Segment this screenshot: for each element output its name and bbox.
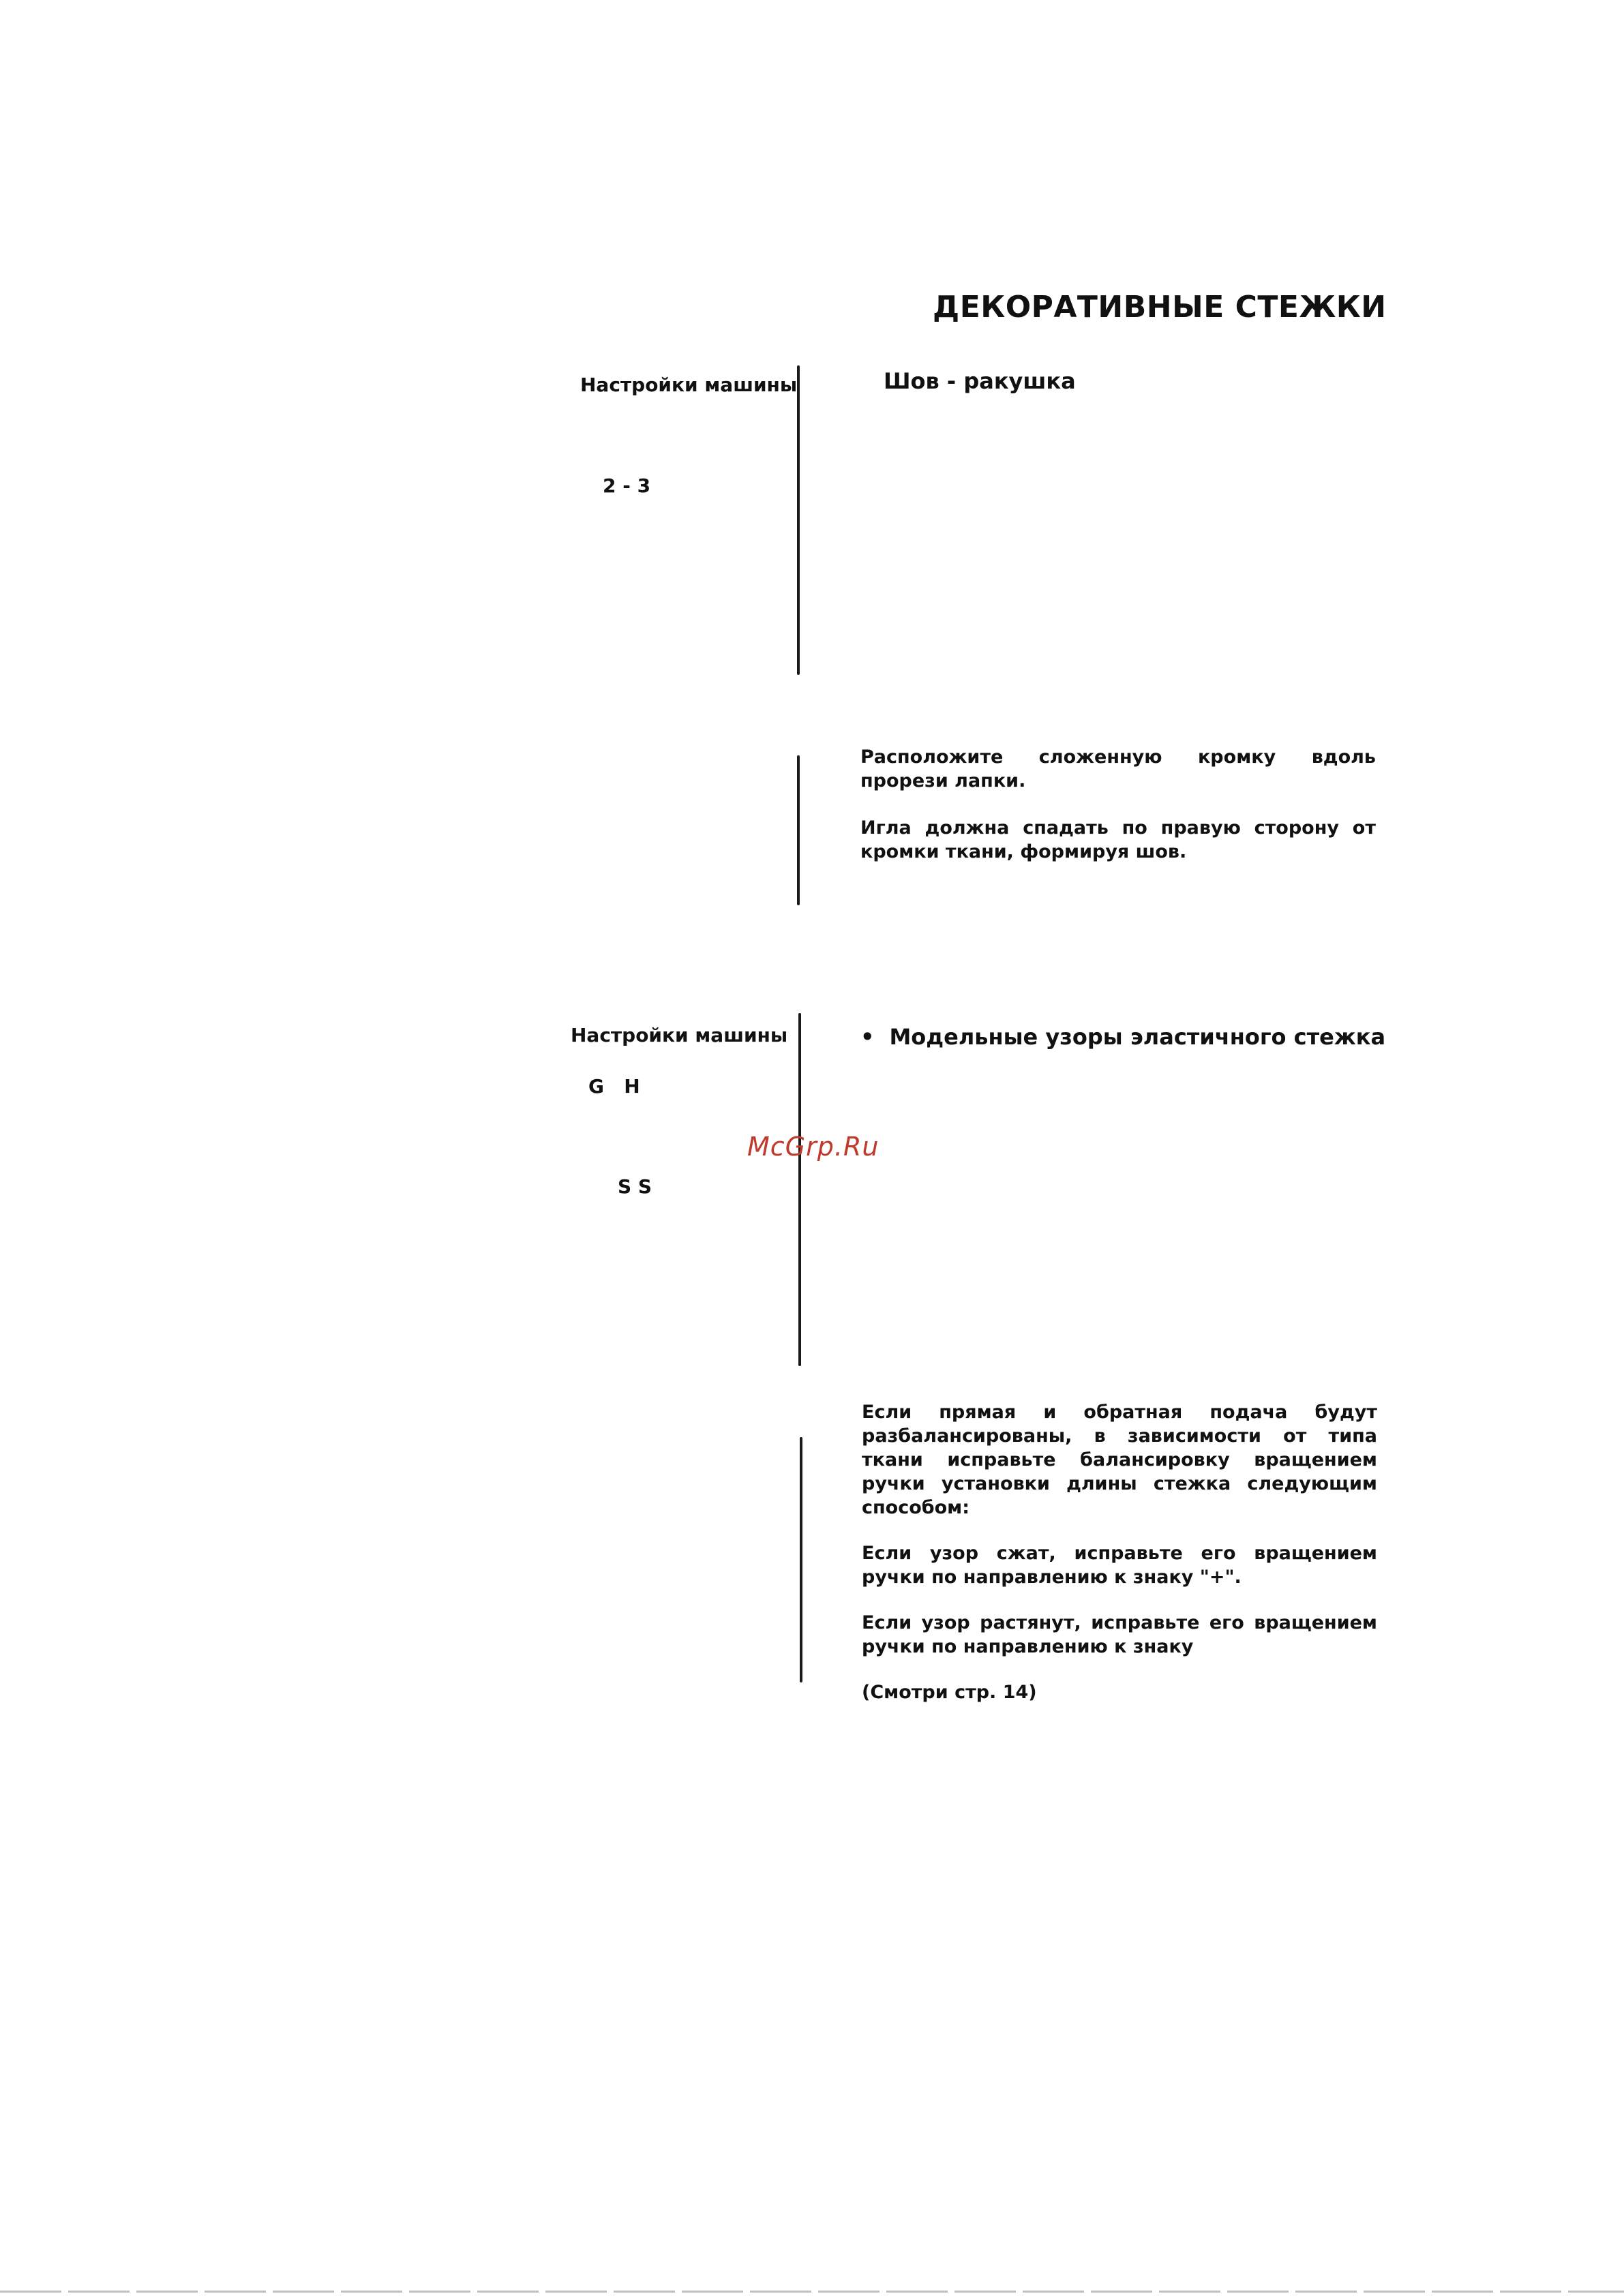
section-heading-shell-stitch: Шов - ракушка (884, 368, 1076, 394)
section-divider (800, 1437, 802, 1682)
section-heading-elastic-stitch (860, 1024, 1385, 1050)
section-divider (797, 365, 800, 675)
instruction-paragraph: Расположите сложенную кромку вдоль прорези лапки. (860, 746, 1376, 791)
instruction-paragraph: Если узор сжат, исправьте его вращением ручки по направлению к знаку "+". (862, 1543, 1377, 1588)
instruction-paragraph: Если узор растянут, исправьте его вращением ручки по направлению к знаку (862, 1612, 1377, 1657)
setting-value: G H (588, 1075, 640, 1098)
page-bottom-border (0, 2291, 1624, 2293)
heading-text: Модельные узоры эластичного стежка (889, 1024, 1386, 1050)
machine-settings-label: Настройки машины (571, 1024, 788, 1046)
section-divider (797, 755, 800, 905)
setting-value: 2 - 3 (603, 474, 651, 497)
watermark-text: McGrp.Ru (747, 1132, 879, 1162)
section-divider (798, 1013, 801, 1366)
page-title: ДЕКОРАТИВНЫЕ СТЕЖКИ (933, 290, 1387, 324)
instruction-text (862, 1400, 1377, 1704)
instruction-text (860, 745, 1376, 864)
machine-settings-label: Настройки машины (580, 374, 798, 396)
page-reference: (Смотри стр. 14) (862, 1682, 1037, 1703)
bullet-point: • (860, 1024, 875, 1050)
setting-value: S S (618, 1175, 652, 1198)
instruction-paragraph: Если прямая и обратная подача будут разбалансированы, в зависимости от типа ткани исправьте балансировку вращением ручки установки длины стежка следующим способом: (862, 1402, 1377, 1518)
instruction-paragraph: Игла должна спадать по правую сторону от кромки ткани, формируя шов. (860, 817, 1376, 862)
